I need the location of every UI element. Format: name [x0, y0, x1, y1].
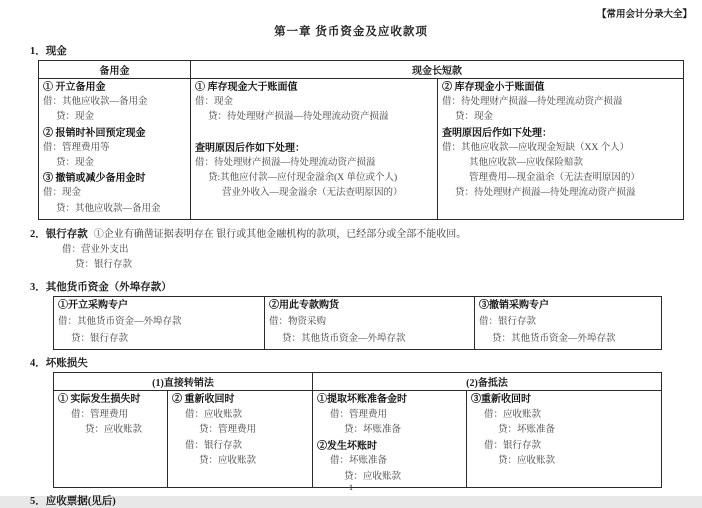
section-1-heading: 1．现金: [30, 46, 67, 57]
entry-line: 贷：应收账款: [199, 456, 257, 467]
entry-line: 借：物资采购: [269, 317, 327, 328]
entry-line: 贷：其他货币资金—外埠存款: [492, 333, 616, 344]
entry-line: ①开立采购专户: [58, 299, 128, 311]
entry-line: 借：应收账款: [484, 409, 542, 420]
recovered-allowance-cell: [467, 391, 662, 488]
section-3-heading: 3．其他货币资金（外埠存款）: [30, 281, 172, 293]
corner-tag: 【常用会计分录大全】: [596, 10, 692, 20]
provision-cell: [313, 391, 467, 488]
section-2-bank-deposit: [30, 225, 702, 274]
section-2-intro: ①企业有确凿证据表明存在 银行或其他金融机构的款项，已经部分或全部不能收回。: [93, 228, 467, 240]
entry-line: 借：管理费用等: [43, 142, 110, 153]
page-number: 1: [348, 482, 354, 492]
entry-line: 借：营业外支出: [62, 244, 129, 255]
entry-line: 贷：其他应收款—备用金: [56, 203, 161, 214]
entry-line: 贷：管理费用: [199, 425, 257, 436]
entry-line: ① 实际发生损失时: [58, 394, 141, 406]
other-funds-table: [53, 296, 662, 351]
entry-line: 贷：应收账款: [344, 471, 402, 482]
entry-line: 借：其他应收款—应收现金短缺（XX 个人）: [442, 142, 630, 153]
entry-line: 管理费用—现金溢余（无法查明原因的）: [469, 173, 641, 184]
cash-table-body-row: [39, 79, 684, 220]
entry-line: ② 库存现金小于账面值: [442, 82, 545, 93]
entry-line: 借：银行存款: [479, 317, 537, 328]
cash-overshort-header: 现金长短款: [191, 61, 684, 79]
section-5-heading: 5．应收票据(见后): [30, 496, 116, 508]
entry-line: 贷：其他货币资金—外埠存款: [282, 333, 406, 344]
entry-line: 贷：银行存款: [71, 333, 129, 344]
entry-line: 借：现金: [43, 188, 82, 199]
open-purchase-account-cell: [54, 296, 265, 350]
entry-line: ②用此专款购货: [269, 299, 339, 311]
entry-line: 贷：银行存款: [75, 260, 133, 271]
entry-line: ③撤销采购专户: [479, 299, 549, 311]
entry-line: ③ 撤销或减少备用金时: [43, 173, 146, 185]
entry-line: 查明原因后作如下处理：: [442, 127, 552, 139]
entry-line: 借：待处理财产损溢—待处理流动资产损溢: [442, 97, 623, 108]
chapter-title: 第一章 货币资金及应收款项: [274, 26, 428, 38]
other-funds-body-row: [54, 296, 662, 350]
section-2-entries: [62, 243, 702, 274]
petty-cash-header: 备用金: [39, 61, 191, 79]
entry-line: ②发生坏账时: [317, 440, 378, 452]
bad-debt-table: [53, 372, 662, 488]
cash-over-cell: [191, 79, 438, 220]
entry-line: 借：管理费用: [71, 409, 129, 420]
entry-line: ③重新收回时: [471, 394, 532, 406]
entry-line: 贷：应收账款: [85, 425, 143, 436]
entry-line: 贷：待处理财产损溢—待处理流动资产损溢: [455, 188, 636, 199]
close-purchase-account-cell: [475, 296, 662, 350]
entry-line: 其他应收款—应收保险赔款: [469, 158, 584, 169]
entry-line: 查明原因后作如下处理：: [195, 142, 305, 154]
cash-table-header-row: [39, 61, 684, 79]
entry-line: 贷：现金: [455, 112, 494, 123]
entry-line: 贷：应收账款: [498, 456, 556, 467]
entry-line: 借：现金: [195, 97, 234, 108]
cash-table: [38, 60, 684, 220]
entry-line: 借：银行存款: [185, 440, 243, 451]
use-funds-cell: [265, 296, 475, 350]
actual-loss-cell: [54, 391, 168, 488]
section-4-heading: 4．坏账损失: [30, 358, 88, 370]
allowance-method-header: (2)备抵法: [313, 373, 662, 391]
cash-short-cell: [438, 79, 684, 220]
entry-line: 借：坏账准备: [330, 456, 388, 467]
entry-line: ② 报销时补回预定现金: [43, 127, 146, 139]
entry-line: [195, 126, 433, 141]
entry-line: 贷：坏账准备: [498, 425, 556, 436]
bad-debt-header-row: [54, 373, 662, 391]
entry-line: 借：其他应收款—备用金: [43, 97, 148, 108]
entry-line: 借：待处理财产损溢—待处理流动资产损溢: [195, 158, 376, 169]
entry-line: 贷：待处理财产损溢—待处理流动资产损溢: [208, 112, 389, 123]
entry-line: ①提取坏账准备金时: [317, 394, 408, 406]
entry-line: 借：其他货币资金—外埠存款: [58, 317, 182, 328]
entry-line: ① 库存现金大于账面值: [195, 82, 298, 93]
entry-line: 贷：现金: [56, 112, 95, 123]
bad-debt-body-row: [54, 391, 662, 488]
entry-line: 借：银行存款: [484, 440, 542, 451]
entry-line: 贷：现金: [56, 158, 95, 169]
section-2-heading: 2．银行存款: [30, 228, 88, 240]
entry-line: 借：应收账款: [185, 409, 243, 420]
recovered-direct-cell: [168, 391, 313, 488]
entry-line: ② 重新收回时: [172, 394, 235, 406]
entry-line: 营业外收入—现金溢余（无法查明原因的）: [222, 188, 403, 199]
entry-line: 贷：坏账准备: [344, 425, 402, 436]
entry-line: 贷:其他应付款—应付现金溢余(X 单位或个人): [208, 173, 398, 184]
direct-writeoff-header: (1)直接转销法: [54, 373, 313, 391]
entry-line: ① 开立备用金: [43, 82, 106, 93]
petty-cash-cell: [39, 79, 191, 220]
entry-line: 借：管理费用: [330, 409, 388, 420]
